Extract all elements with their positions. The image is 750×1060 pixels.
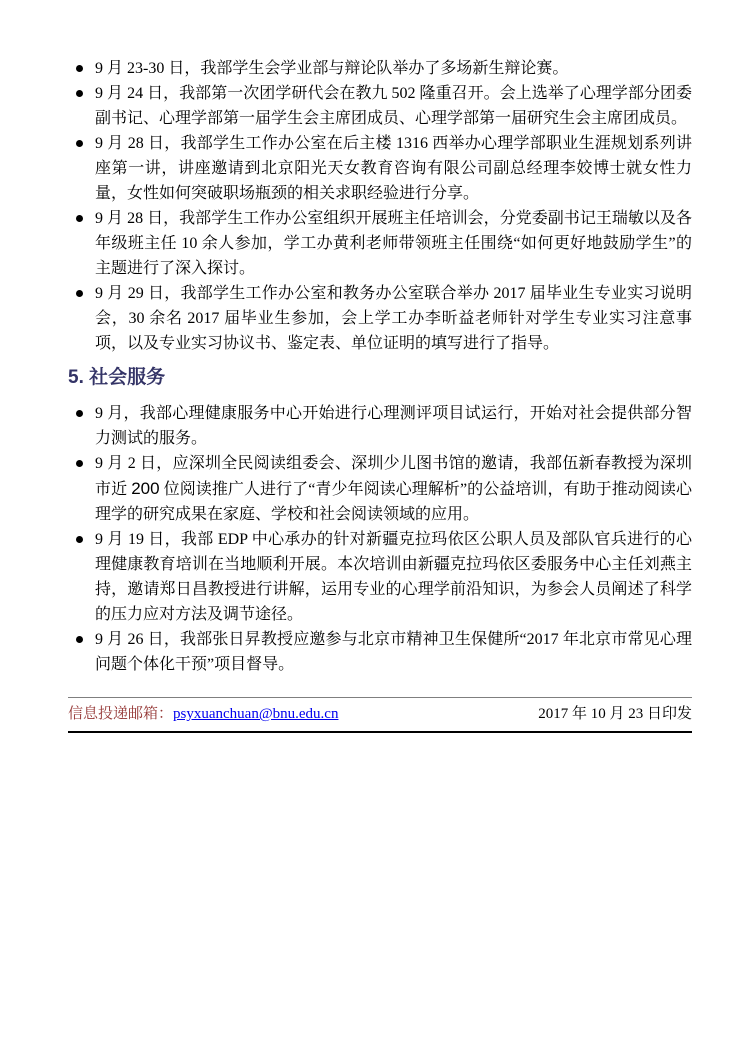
list-item (68, 131, 692, 206)
bullet-icon (76, 290, 83, 297)
footer-divider-thick (68, 731, 692, 733)
list-item (68, 81, 692, 131)
list-item (68, 527, 692, 627)
footer-contact (68, 703, 338, 725)
event-text-post: 位阅读推广人进行了“青少年阅读心理解析”的公益培训，有助于推动阅读心理学的研究成果在家庭、学校和社会阅读领域的应用。 (95, 481, 692, 523)
bullet-icon (76, 65, 83, 72)
list-item (68, 206, 692, 281)
footer-issue-date: 2017 年 10 月 23 日印发 (538, 706, 692, 722)
page-footer (68, 697, 692, 733)
emphasized-number: 200 (131, 479, 160, 498)
event-text: 9 月 28 日，我部学生工作办公室组织开展班主任培训会，分党委副书记王瑞敏以及各年级班主任 10 余人参加，学工办黄利老师带领班主任围绕“如何更好地鼓励学生”的主题进行了深入探讨。 (95, 210, 692, 277)
bullet-icon (76, 536, 83, 543)
list-item (68, 401, 692, 451)
event-text: 9 月 23-30 日，我部学生会学业部与辩论队举办了多场新生辩论赛。 (95, 60, 569, 77)
list-item (68, 451, 692, 527)
footer-email-link[interactable]: psyxuanchuan@bnu.edu.cn (173, 706, 339, 722)
bullet-icon (76, 90, 83, 97)
list-item (68, 627, 692, 677)
student-work-events-list (68, 56, 692, 356)
event-text: 9 月 24 日，我部第一次团学研代会在教九 502 隆重召开。会上选举了心理学部分团委副书记、心理学部第一届学生会主席团成员、心理学部第一届研究生会主席团成员。 (95, 85, 692, 127)
event-text-pre: 9 月 2 日，应深圳全民阅读组委会、深圳少儿图书馆的邀请，我部伍新春教授为深圳市近 (95, 455, 692, 498)
event-text: 9 月，我部心理健康服务中心开始进行心理测评项目试运行，开始对社会提供部分智力测试的服务。 (95, 405, 692, 447)
section-heading-social-service: 5. 社会服务 (68, 367, 166, 388)
event-text: 9 月 28 日，我部学生工作办公室在后主楼 1316 西举办心理学部职业生涯规划系列讲座第一讲，讲座邀请到北京阳光天女教育咨询有限公司副总经理李姣博士就女性力量，女性如何突破职场瓶颈的相关求职经验进行分享。 (95, 135, 692, 202)
bullet-icon (76, 460, 83, 467)
footer-row (68, 698, 692, 731)
list-item (68, 281, 692, 356)
event-text: 9 月 26 日，我部张日昇教授应邀参与北京市精神卫生保健所“2017 年北京市常见心理问题个体化干预”项目督导。 (95, 631, 692, 673)
list-item (68, 56, 692, 81)
bullet-icon (76, 140, 83, 147)
social-service-events-list (68, 401, 692, 677)
event-text: 9 月 29 日，我部学生工作办公室和教务办公室联合举办 2017 届毕业生专业实习说明会，30 余名 2017 届毕业生参加，会上学工办李昕益老师针对学生专业实习注意事项，以及专业实习协议书、鉴定表、单位证明的填写进行了指导。 (95, 285, 692, 352)
bullet-icon (76, 636, 83, 643)
footer-email-label: 信息投递邮箱： (68, 706, 174, 722)
event-text: 9 月 19 日，我部 EDP 中心承办的针对新疆克拉玛依区公职人员及部队官兵进行的心理健康教育培训在当地顺利开展。本次培训由新疆克拉玛依区委服务中心主任刘燕主持，邀请郑日昌教授进行讲解，运用专业的心理学前沿知识，为参会人员阐述了科学的压力应对方法及调节途径。 (95, 531, 692, 623)
bullet-icon (76, 215, 83, 222)
bullet-icon (76, 410, 83, 417)
